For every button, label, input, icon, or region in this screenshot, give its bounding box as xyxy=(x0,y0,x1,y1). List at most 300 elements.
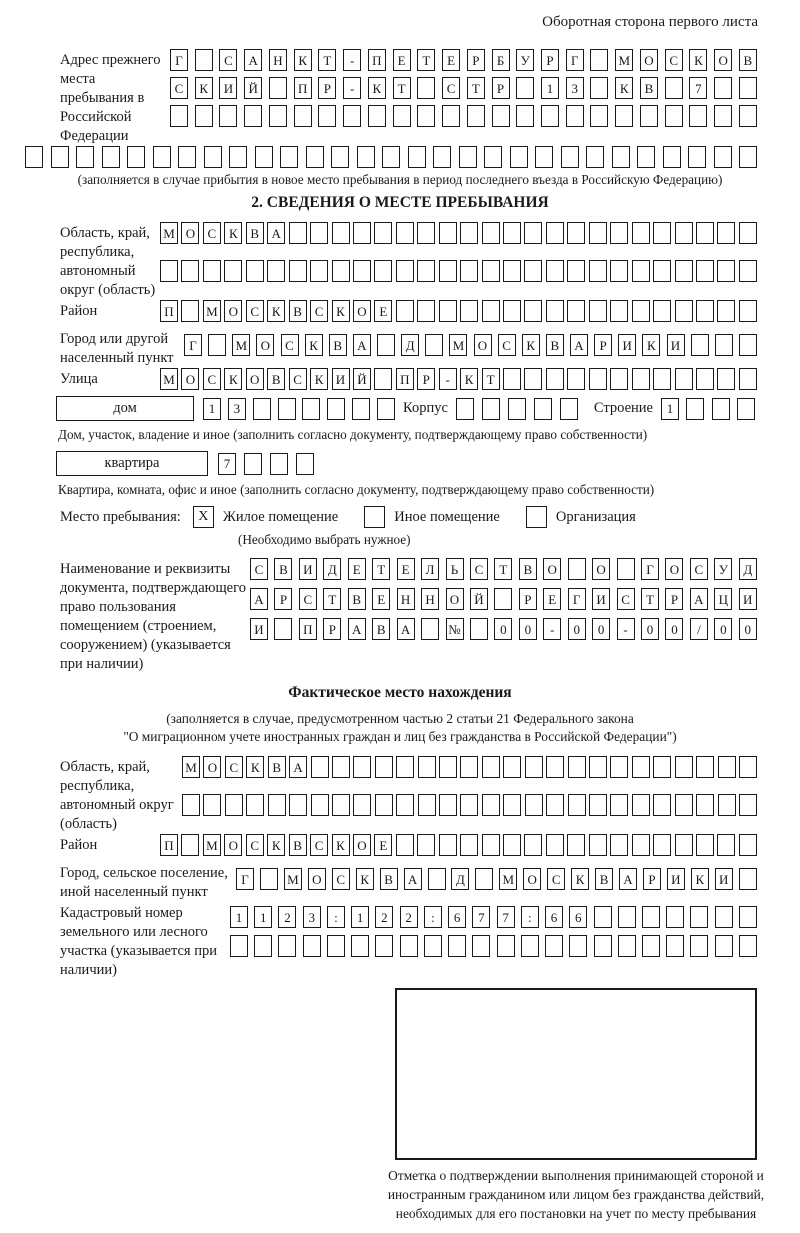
form-cell[interactable] xyxy=(503,222,521,244)
form-cell[interactable]: К xyxy=(310,368,328,390)
form-cell[interactable]: 7 xyxy=(497,906,515,928)
form-cell[interactable] xyxy=(382,146,400,168)
form-cell[interactable]: Т xyxy=(482,368,500,390)
form-cell[interactable] xyxy=(278,935,296,957)
form-cell[interactable]: Е xyxy=(397,558,415,580)
form-cell[interactable] xyxy=(675,834,693,856)
form-cell[interactable] xyxy=(589,756,607,778)
form-cell[interactable]: Й xyxy=(244,77,262,99)
form-cell[interactable]: А xyxy=(244,49,262,71)
form-cell[interactable] xyxy=(546,260,564,282)
form-cell[interactable] xyxy=(525,756,543,778)
form-cell[interactable]: 0 xyxy=(519,618,537,640)
form-cell[interactable] xyxy=(524,834,542,856)
form-cell[interactable] xyxy=(460,834,478,856)
form-cell[interactable] xyxy=(696,794,714,816)
form-cell[interactable] xyxy=(689,105,707,127)
form-cell[interactable] xyxy=(332,222,350,244)
form-cell[interactable] xyxy=(327,935,345,957)
form-cell[interactable] xyxy=(311,794,329,816)
form-cell[interactable] xyxy=(561,146,579,168)
form-cell[interactable]: С xyxy=(498,334,516,356)
form-cell[interactable] xyxy=(739,868,757,890)
form-cell[interactable] xyxy=(460,300,478,322)
form-cell[interactable]: Г xyxy=(566,49,584,71)
form-cell[interactable]: 0 xyxy=(714,618,732,640)
form-cell[interactable]: У xyxy=(714,558,732,580)
form-cell[interactable]: 2 xyxy=(278,906,296,928)
form-cell[interactable]: Н xyxy=(421,588,439,610)
form-cell[interactable] xyxy=(642,935,660,957)
form-cell[interactable] xyxy=(715,334,733,356)
form-cell[interactable]: С xyxy=(289,368,307,390)
form-cell[interactable] xyxy=(524,300,542,322)
form-cell[interactable]: И xyxy=(667,868,685,890)
form-cell[interactable] xyxy=(374,368,392,390)
form-cell[interactable] xyxy=(567,300,585,322)
form-cell[interactable] xyxy=(439,794,457,816)
form-cell[interactable] xyxy=(691,334,709,356)
form-cell[interactable]: К xyxy=(305,334,323,356)
form-cell[interactable] xyxy=(503,368,521,390)
form-cell[interactable]: С xyxy=(470,558,488,580)
form-cell[interactable]: В xyxy=(640,77,658,99)
form-cell[interactable] xyxy=(618,906,636,928)
form-cell[interactable]: П xyxy=(294,77,312,99)
form-cell[interactable] xyxy=(567,368,585,390)
form-cell[interactable] xyxy=(640,105,658,127)
form-cell[interactable] xyxy=(666,906,684,928)
form-cell[interactable] xyxy=(568,756,586,778)
form-cell[interactable]: С xyxy=(310,834,328,856)
form-cell[interactable] xyxy=(503,260,521,282)
form-cell[interactable] xyxy=(439,756,457,778)
form-cell[interactable] xyxy=(482,222,500,244)
form-cell[interactable]: С xyxy=(665,49,683,71)
form-cell[interactable] xyxy=(696,300,714,322)
form-cell[interactable]: П xyxy=(160,300,178,322)
stay-type-checkbox-org[interactable] xyxy=(526,506,547,528)
form-cell[interactable] xyxy=(306,146,324,168)
form-cell[interactable] xyxy=(396,794,414,816)
form-cell[interactable]: И xyxy=(715,868,733,890)
form-cell[interactable] xyxy=(310,260,328,282)
form-cell[interactable] xyxy=(675,368,693,390)
form-cell[interactable] xyxy=(374,222,392,244)
form-cell[interactable]: Т xyxy=(494,558,512,580)
form-cell[interactable]: Й xyxy=(470,588,488,610)
form-cell[interactable] xyxy=(737,398,755,420)
form-cell[interactable]: Й xyxy=(353,368,371,390)
form-cell[interactable]: Е xyxy=(372,588,390,610)
form-cell[interactable]: Р xyxy=(492,77,510,99)
form-cell[interactable]: Е xyxy=(374,834,392,856)
form-cell[interactable] xyxy=(368,105,386,127)
form-cell[interactable] xyxy=(102,146,120,168)
form-cell[interactable] xyxy=(417,222,435,244)
form-cell[interactable]: 1 xyxy=(254,906,272,928)
form-cell[interactable] xyxy=(718,794,736,816)
form-cell[interactable]: 7 xyxy=(689,77,707,99)
form-cell[interactable]: О xyxy=(543,558,561,580)
form-cell[interactable]: Т xyxy=(641,588,659,610)
form-cell[interactable] xyxy=(417,834,435,856)
form-cell[interactable]: О xyxy=(592,558,610,580)
form-cell[interactable] xyxy=(510,146,528,168)
form-cell[interactable] xyxy=(244,105,262,127)
form-cell[interactable]: П xyxy=(160,834,178,856)
form-cell[interactable] xyxy=(739,105,757,127)
form-cell[interactable]: С xyxy=(225,756,243,778)
form-cell[interactable] xyxy=(170,105,188,127)
form-cell[interactable] xyxy=(717,368,735,390)
form-cell[interactable]: О xyxy=(665,558,683,580)
form-cell[interactable] xyxy=(377,398,395,420)
form-cell[interactable]: : xyxy=(521,906,539,928)
form-cell[interactable] xyxy=(696,756,714,778)
form-cell[interactable] xyxy=(739,368,757,390)
form-cell[interactable]: 0 xyxy=(665,618,683,640)
form-cell[interactable] xyxy=(675,222,693,244)
form-cell[interactable]: С xyxy=(690,558,708,580)
form-cell[interactable]: М xyxy=(160,222,178,244)
form-cell[interactable]: 6 xyxy=(545,906,563,928)
form-cell[interactable] xyxy=(653,260,671,282)
form-cell[interactable]: К xyxy=(691,868,709,890)
form-cell[interactable] xyxy=(739,906,757,928)
form-cell[interactable] xyxy=(492,105,510,127)
form-cell[interactable] xyxy=(546,756,564,778)
form-cell[interactable] xyxy=(686,398,704,420)
form-cell[interactable]: Р xyxy=(467,49,485,71)
form-cell[interactable] xyxy=(632,834,650,856)
form-cell[interactable] xyxy=(327,398,345,420)
form-cell[interactable]: С xyxy=(442,77,460,99)
form-cell[interactable] xyxy=(688,146,706,168)
form-cell[interactable]: Г xyxy=(170,49,188,71)
form-cell[interactable] xyxy=(396,222,414,244)
form-cell[interactable]: М xyxy=(284,868,302,890)
form-cell[interactable] xyxy=(739,77,757,99)
form-cell[interactable]: Л xyxy=(421,558,439,580)
form-cell[interactable] xyxy=(472,935,490,957)
form-cell[interactable] xyxy=(195,105,213,127)
form-cell[interactable]: 1 xyxy=(203,398,221,420)
form-cell[interactable] xyxy=(482,260,500,282)
form-cell[interactable]: Е xyxy=(442,49,460,71)
form-cell[interactable] xyxy=(663,146,681,168)
form-cell[interactable] xyxy=(712,398,730,420)
form-cell[interactable] xyxy=(590,105,608,127)
form-cell[interactable] xyxy=(589,834,607,856)
form-cell[interactable] xyxy=(567,260,585,282)
form-cell[interactable] xyxy=(219,105,237,127)
form-cell[interactable]: А xyxy=(619,868,637,890)
form-cell[interactable] xyxy=(460,794,478,816)
form-cell[interactable]: 1 xyxy=(230,906,248,928)
form-cell[interactable] xyxy=(181,834,199,856)
form-cell[interactable] xyxy=(375,935,393,957)
form-cell[interactable]: А xyxy=(397,618,415,640)
form-cell[interactable] xyxy=(497,935,515,957)
form-cell[interactable] xyxy=(546,794,564,816)
form-cell[interactable]: П xyxy=(396,368,414,390)
form-cell[interactable] xyxy=(448,935,466,957)
form-cell[interactable] xyxy=(508,398,526,420)
form-cell[interactable] xyxy=(475,868,493,890)
form-cell[interactable] xyxy=(546,300,564,322)
form-cell[interactable]: Р xyxy=(417,368,435,390)
form-cell[interactable]: А xyxy=(267,222,285,244)
form-cell[interactable]: 3 xyxy=(228,398,246,420)
form-cell[interactable] xyxy=(269,105,287,127)
form-cell[interactable]: М xyxy=(615,49,633,71)
form-cell[interactable]: - xyxy=(343,77,361,99)
form-cell[interactable]: № xyxy=(446,618,464,640)
form-cell[interactable] xyxy=(439,260,457,282)
form-cell[interactable] xyxy=(653,300,671,322)
form-cell[interactable] xyxy=(467,105,485,127)
form-cell[interactable]: И xyxy=(667,334,685,356)
form-cell[interactable] xyxy=(208,334,226,356)
form-cell[interactable] xyxy=(503,300,521,322)
form-cell[interactable] xyxy=(421,618,439,640)
form-cell[interactable] xyxy=(460,222,478,244)
form-cell[interactable]: Г xyxy=(184,334,202,356)
form-cell[interactable] xyxy=(675,794,693,816)
form-cell[interactable] xyxy=(637,146,655,168)
form-cell[interactable] xyxy=(715,935,733,957)
form-cell[interactable] xyxy=(524,222,542,244)
form-cell[interactable] xyxy=(586,146,604,168)
form-cell[interactable]: 3 xyxy=(566,77,584,99)
form-cell[interactable] xyxy=(375,794,393,816)
form-cell[interactable]: С xyxy=(170,77,188,99)
form-cell[interactable]: 6 xyxy=(448,906,466,928)
form-cell[interactable] xyxy=(302,398,320,420)
form-cell[interactable] xyxy=(632,300,650,322)
form-cell[interactable]: К xyxy=(332,300,350,322)
form-cell[interactable] xyxy=(524,260,542,282)
form-cell[interactable]: О xyxy=(246,368,264,390)
form-cell[interactable] xyxy=(715,906,733,928)
form-cell[interactable]: Р xyxy=(274,588,292,610)
form-cell[interactable]: К xyxy=(689,49,707,71)
form-cell[interactable]: К xyxy=(267,834,285,856)
form-cell[interactable]: Р xyxy=(643,868,661,890)
form-cell[interactable] xyxy=(439,300,457,322)
form-cell[interactable] xyxy=(717,300,735,322)
form-cell[interactable] xyxy=(589,222,607,244)
form-cell[interactable] xyxy=(494,588,512,610)
form-cell[interactable]: Е xyxy=(393,49,411,71)
form-cell[interactable]: В xyxy=(267,368,285,390)
form-cell[interactable]: М xyxy=(182,756,200,778)
form-cell[interactable] xyxy=(568,794,586,816)
form-cell[interactable] xyxy=(714,146,732,168)
form-cell[interactable] xyxy=(534,398,552,420)
form-cell[interactable] xyxy=(665,77,683,99)
form-cell[interactable] xyxy=(331,146,349,168)
form-cell[interactable]: О xyxy=(523,868,541,890)
form-cell[interactable]: И xyxy=(592,588,610,610)
form-cell[interactable] xyxy=(632,368,650,390)
form-cell[interactable] xyxy=(714,77,732,99)
form-cell[interactable] xyxy=(274,618,292,640)
form-cell[interactable]: 2 xyxy=(375,906,393,928)
form-cell[interactable] xyxy=(352,398,370,420)
form-cell[interactable]: 7 xyxy=(472,906,490,928)
form-cell[interactable] xyxy=(546,368,564,390)
form-cell[interactable] xyxy=(568,558,586,580)
form-cell[interactable] xyxy=(653,756,671,778)
form-cell[interactable]: В xyxy=(289,300,307,322)
form-cell[interactable]: О xyxy=(256,334,274,356)
form-cell[interactable]: К xyxy=(195,77,213,99)
form-cell[interactable] xyxy=(535,146,553,168)
form-cell[interactable] xyxy=(280,146,298,168)
form-cell[interactable] xyxy=(310,222,328,244)
stay-type-checkbox-zhiloe[interactable]: X xyxy=(193,506,214,528)
form-cell[interactable] xyxy=(482,756,500,778)
form-cell[interactable] xyxy=(439,222,457,244)
form-cell[interactable] xyxy=(224,260,242,282)
form-cell[interactable]: В xyxy=(289,834,307,856)
form-cell[interactable] xyxy=(560,398,578,420)
form-cell[interactable] xyxy=(717,222,735,244)
form-cell[interactable]: Д xyxy=(451,868,469,890)
form-cell[interactable] xyxy=(225,794,243,816)
form-cell[interactable] xyxy=(417,300,435,322)
form-cell[interactable]: К xyxy=(368,77,386,99)
form-cell[interactable]: М xyxy=(160,368,178,390)
form-cell[interactable]: 2 xyxy=(400,906,418,928)
form-cell[interactable] xyxy=(739,146,757,168)
form-cell[interactable] xyxy=(396,834,414,856)
form-cell[interactable]: Е xyxy=(348,558,366,580)
form-cell[interactable]: 7 xyxy=(218,453,236,475)
form-cell[interactable]: А xyxy=(690,588,708,610)
form-cell[interactable]: К xyxy=(224,368,242,390)
form-cell[interactable] xyxy=(632,794,650,816)
form-cell[interactable] xyxy=(594,935,612,957)
form-cell[interactable] xyxy=(393,105,411,127)
form-cell[interactable]: К xyxy=(224,222,242,244)
form-cell[interactable]: О xyxy=(203,756,221,778)
form-cell[interactable]: К xyxy=(522,334,540,356)
form-cell[interactable] xyxy=(203,794,221,816)
form-cell[interactable] xyxy=(739,794,757,816)
form-cell[interactable]: 0 xyxy=(568,618,586,640)
form-cell[interactable] xyxy=(255,146,273,168)
form-cell[interactable] xyxy=(246,794,264,816)
form-cell[interactable] xyxy=(470,618,488,640)
form-cell[interactable] xyxy=(642,906,660,928)
form-cell[interactable]: М xyxy=(232,334,250,356)
form-cell[interactable]: К xyxy=(642,334,660,356)
form-cell[interactable]: Т xyxy=(467,77,485,99)
form-cell[interactable] xyxy=(632,756,650,778)
form-cell[interactable] xyxy=(546,222,564,244)
form-cell[interactable] xyxy=(181,300,199,322)
form-cell[interactable] xyxy=(617,558,635,580)
form-cell[interactable]: Б xyxy=(492,49,510,71)
form-cell[interactable] xyxy=(418,794,436,816)
form-cell[interactable] xyxy=(632,222,650,244)
form-cell[interactable]: П xyxy=(299,618,317,640)
form-cell[interactable]: А xyxy=(570,334,588,356)
form-cell[interactable] xyxy=(516,77,534,99)
form-cell[interactable] xyxy=(433,146,451,168)
form-cell[interactable]: А xyxy=(250,588,268,610)
form-cell[interactable]: Ь xyxy=(446,558,464,580)
form-cell[interactable]: В xyxy=(329,334,347,356)
form-cell[interactable] xyxy=(182,794,200,816)
form-cell[interactable]: Т xyxy=(318,49,336,71)
form-cell[interactable]: 0 xyxy=(739,618,757,640)
form-cell[interactable]: 1 xyxy=(661,398,679,420)
form-cell[interactable] xyxy=(589,368,607,390)
form-cell[interactable] xyxy=(244,453,262,475)
form-cell[interactable] xyxy=(610,260,628,282)
form-cell[interactable]: В xyxy=(739,49,757,71)
form-cell[interactable]: - xyxy=(543,618,561,640)
form-cell[interactable]: С xyxy=(246,300,264,322)
form-cell[interactable]: О xyxy=(474,334,492,356)
form-cell[interactable] xyxy=(181,260,199,282)
form-cell[interactable]: К xyxy=(615,77,633,99)
form-cell[interactable] xyxy=(653,834,671,856)
form-cell[interactable] xyxy=(127,146,145,168)
form-cell[interactable]: С xyxy=(310,300,328,322)
form-cell[interactable] xyxy=(417,77,435,99)
form-cell[interactable] xyxy=(311,756,329,778)
form-cell[interactable]: О xyxy=(640,49,658,71)
form-cell[interactable] xyxy=(267,260,285,282)
form-cell[interactable] xyxy=(268,794,286,816)
form-cell[interactable]: К xyxy=(460,368,478,390)
form-cell[interactable]: 1 xyxy=(351,906,369,928)
form-cell[interactable] xyxy=(377,334,395,356)
form-cell[interactable]: Р xyxy=(541,49,559,71)
form-cell[interactable] xyxy=(230,935,248,957)
form-cell[interactable] xyxy=(690,935,708,957)
form-cell[interactable] xyxy=(610,368,628,390)
form-cell[interactable]: 1 xyxy=(541,77,559,99)
form-cell[interactable] xyxy=(278,398,296,420)
form-cell[interactable]: - xyxy=(343,49,361,71)
form-cell[interactable] xyxy=(408,146,426,168)
form-cell[interactable]: С xyxy=(281,334,299,356)
form-cell[interactable] xyxy=(665,105,683,127)
form-cell[interactable] xyxy=(590,77,608,99)
form-cell[interactable] xyxy=(610,834,628,856)
form-cell[interactable] xyxy=(246,260,264,282)
form-cell[interactable] xyxy=(353,260,371,282)
form-cell[interactable]: К xyxy=(332,834,350,856)
form-cell[interactable] xyxy=(269,77,287,99)
form-cell[interactable]: Д xyxy=(401,334,419,356)
form-cell[interactable]: М xyxy=(499,868,517,890)
form-cell[interactable] xyxy=(260,868,278,890)
form-cell[interactable] xyxy=(482,834,500,856)
form-cell[interactable] xyxy=(610,794,628,816)
form-cell[interactable] xyxy=(396,756,414,778)
form-cell[interactable]: 0 xyxy=(592,618,610,640)
form-cell[interactable] xyxy=(675,756,693,778)
form-cell[interactable]: Т xyxy=(393,77,411,99)
stay-type-checkbox-inoe[interactable] xyxy=(364,506,385,528)
